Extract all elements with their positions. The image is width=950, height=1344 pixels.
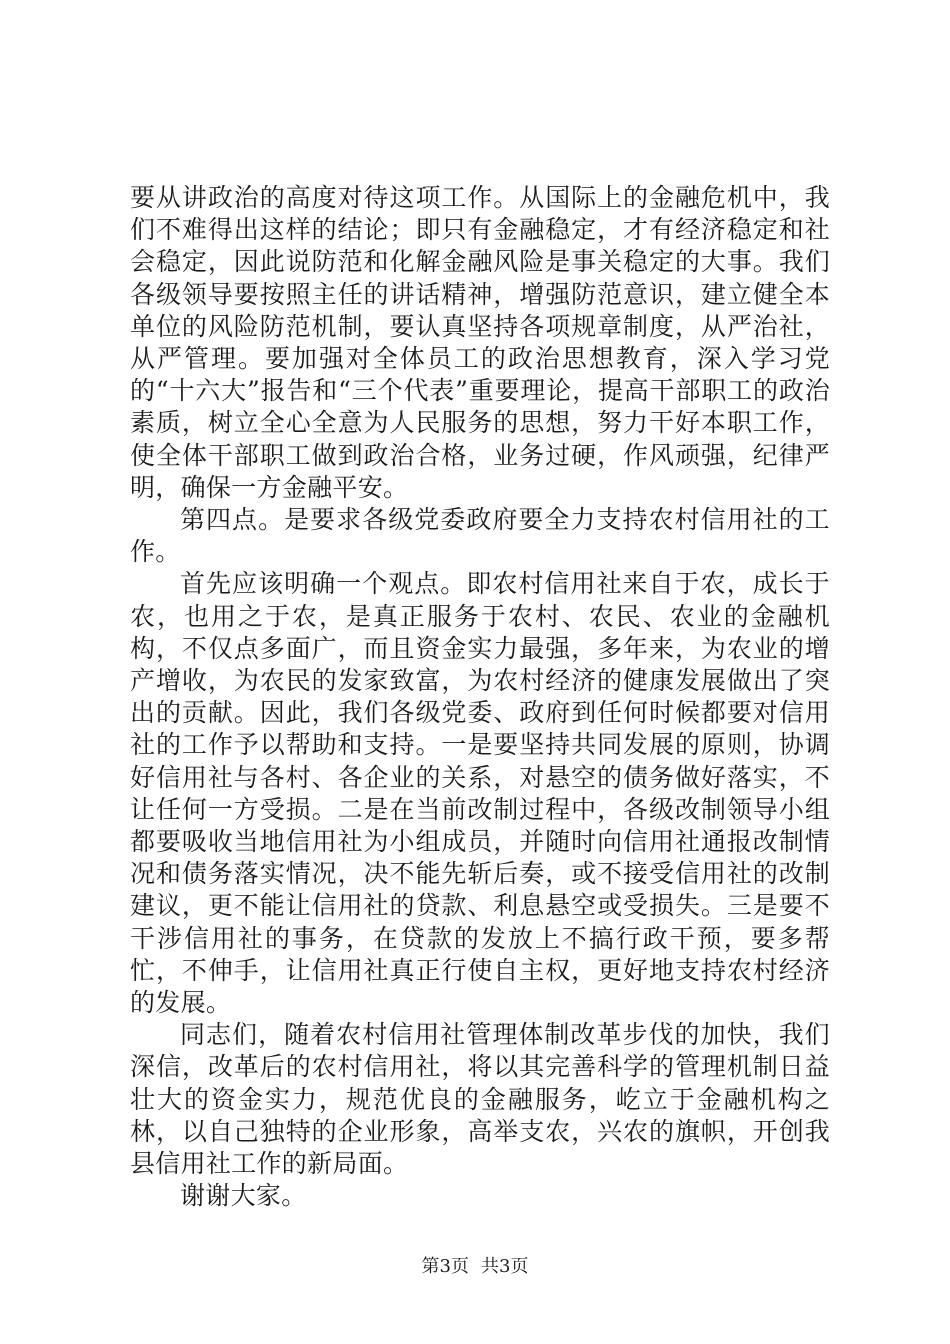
page-footer <box>0 1256 950 1278</box>
paragraph-point-four: 第四点。是要求各级党委政府要全力支持农村信用社的工作。 <box>130 505 830 567</box>
page-number-total: 共3页 <box>481 1256 529 1277</box>
document-body <box>130 182 830 1213</box>
page-number-current: 第3页 <box>421 1256 469 1277</box>
paragraph-support-credit-union: 首先应该明确一个观点。即农村信用社来自于农，成长于农，也用之于农，是真正服务于农村、农民、农业的金融机构，不仅点多面广，而且资金实力最强，多年来，为农业的增产增收，为农民的发家致富，为农村经济的健康发展做出了突出的贡献。因此，我们各级党委、政府到任何时候都要对信用社的工作予以帮助和支持。一是要坚持共同发展的原则，协调好信用社与各村、各企业的关系，对悬空的债务做好落实，不让任何一方受损。二是在当前改制过程中，各级改制领导小组都要吸收当地信用社为小组成员，并随时向信用社通报改制情况和债务落实情况，决不能先斩后奏，或不接受信用社的改制建议，更不能让信用社的贷款、利息悬空或受损失。三是要不干涉信用社的事务，在贷款的发放上不搞行政干预，要多帮忙，不伸手，让信用社真正行使自主权，更好地支持农村经济的发展。 <box>130 569 830 1018</box>
paragraph-closing-remarks: 同志们，随着农村信用社管理体制改革步伐的加快，我们深信，改革后的农村信用社，将以其完善科学的管理机制日益壮大的资金实力，规范优良的金融服务，屹立于金融机构之林，以自己独特的企业形象，高举支农，兴农的旗帜，开创我县信用社工作的新局面。 <box>130 1020 830 1179</box>
paragraph-thanks: 谢谢大家。 <box>180 1181 307 1211</box>
paragraph-continuation: 要从讲政治的高度对待这项工作。从国际上的金融危机中，我们不难得出这样的结论；即只有金融稳定，才有经济稳定和社会稳定，因此说防范和化解金融风险是事关稳定的大事。我们各级领导要按照主任的讲话精神，增强防范意识，建立健全本单位的风险防范机制，要认真坚持各项规章制度，从严治社，从严管理。要加强对全体员工的政治思想教育，深入学习党的“十六大”报告和“三个代表”重要理论，提高干部职工的政治素质，树立全心全意为人民服务的思想，努力干好本职工作，使全体干部职工做到政治合格，业务过硬，作风顽强，纪律严明，确保一方金融平安。 <box>130 183 830 502</box>
